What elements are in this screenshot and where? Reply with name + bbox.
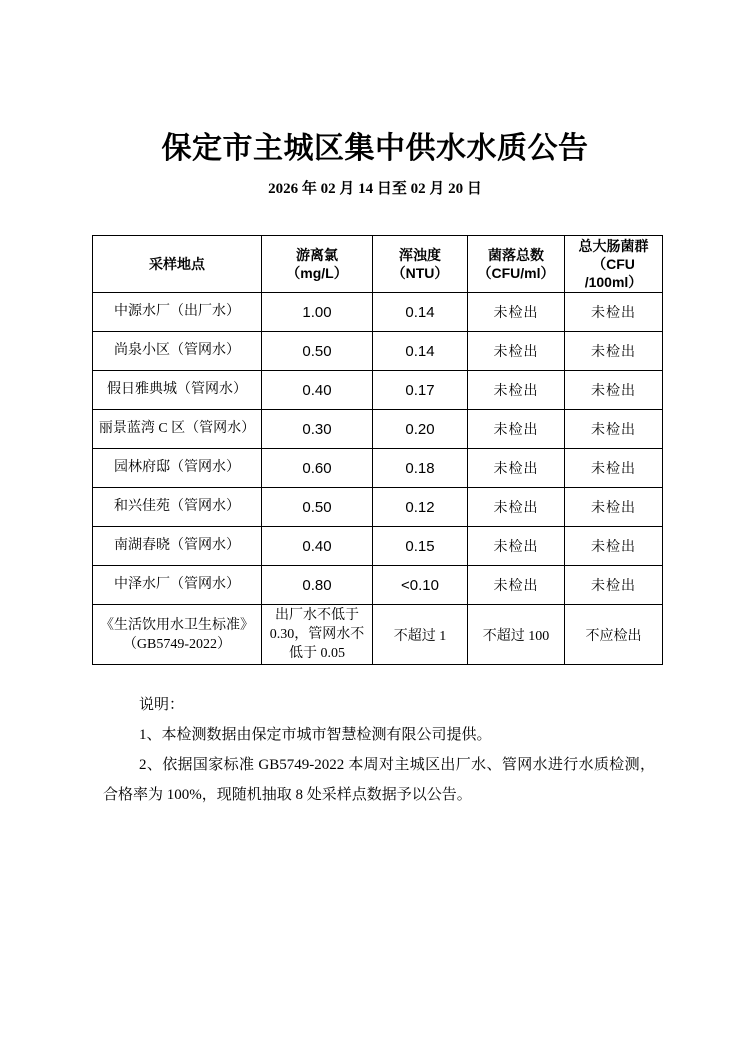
coliform-cell: 未检出 — [565, 527, 663, 566]
standard-row — [93, 605, 663, 665]
chlorine-cell: 0.50 — [262, 332, 373, 371]
column-header-colony-count — [468, 236, 565, 293]
water-quality-table-container — [92, 235, 663, 665]
date-range: 2026 年 02 月 14 日至 02 月 20 日 — [268, 181, 482, 197]
colony-count-cell: 未检出 — [468, 449, 565, 488]
coliform-cell: 未检出 — [565, 449, 663, 488]
column-header-label: 总大肠菌群 — [578, 238, 649, 254]
location-cell: 中泽水厂（管网水） — [93, 566, 262, 605]
chlorine-cell: 0.30 — [262, 410, 373, 449]
chlorine-cell: 0.40 — [262, 527, 373, 566]
chlorine-cell: 0.50 — [262, 488, 373, 527]
standard-name-line2: （GB5749-2022） — [122, 636, 232, 652]
column-header-label: 采样地点 — [149, 256, 205, 272]
sample-row — [93, 293, 663, 332]
column-header-label: 菌落总数 — [488, 247, 544, 263]
chlorine-cell: 0.80 — [262, 566, 373, 605]
sample-row — [93, 371, 663, 410]
turbidity-cell: 0.12 — [373, 488, 468, 527]
chlorine-cell: 1.00 — [262, 293, 373, 332]
turbidity-cell: 0.17 — [373, 371, 468, 410]
note-item-1: 1、本检测数据由保定市城市智慧检测有限公司提供。 — [139, 727, 492, 743]
turbidity-cell: 0.14 — [373, 293, 468, 332]
turbidity-cell: 0.18 — [373, 449, 468, 488]
colony-count-cell: 未检出 — [468, 488, 565, 527]
sample-row — [93, 527, 663, 566]
chlorine-cell: 0.40 — [262, 371, 373, 410]
notes-section — [103, 690, 655, 810]
table-header-row — [93, 236, 663, 293]
standard-name-line1: 《生活饮用水卫生标准》 — [100, 617, 254, 633]
coliform-cell: 未检出 — [565, 488, 663, 527]
turbidity-cell: <0.10 — [373, 566, 468, 605]
column-header-label: 浑浊度 — [399, 247, 441, 263]
coliform-cell: 未检出 — [565, 332, 663, 371]
location-cell: 中源水厂（出厂水） — [93, 293, 262, 332]
location-cell: 和兴佳苑（管网水） — [93, 488, 262, 527]
water-quality-table — [92, 235, 663, 665]
chlorine-cell: 0.60 — [262, 449, 373, 488]
notes-label: 说明： — [139, 697, 185, 713]
turbidity-cell: 0.14 — [373, 332, 468, 371]
standard-chlorine-cell: 出厂水不低于 0.30，管网水不低于 0.05 — [262, 605, 373, 665]
column-header-location — [93, 236, 262, 293]
sample-row — [93, 410, 663, 449]
location-cell: 南湖春晓（管网水） — [93, 527, 262, 566]
column-header-unit: （NTU） — [391, 265, 449, 281]
colony-count-cell: 未检出 — [468, 527, 565, 566]
location-cell: 假日雅典城（管网水） — [93, 371, 262, 410]
coliform-cell: 未检出 — [565, 566, 663, 605]
location-cell: 丽景蓝湾 C 区（管网水） — [93, 410, 262, 449]
colony-count-cell: 未检出 — [468, 371, 565, 410]
coliform-cell: 未检出 — [565, 371, 663, 410]
column-header-unit: （CFU /100ml） — [584, 256, 643, 290]
column-header-unit: （CFU/ml） — [477, 265, 555, 281]
note-item-2: 2、依据国家标准 GB5749-2022 本周对主城区出厂水、管网水进行水质检测，合格率为 100%，现随机抽取 8 处采样点数据予以公告。 — [103, 757, 655, 803]
colony-count-cell: 未检出 — [468, 293, 565, 332]
location-cell: 园林府邸（管网水） — [93, 449, 262, 488]
sample-row — [93, 332, 663, 371]
coliform-cell: 未检出 — [565, 293, 663, 332]
column-header-turbidity — [373, 236, 468, 293]
column-header-chlorine — [262, 236, 373, 293]
turbidity-cell: 0.15 — [373, 527, 468, 566]
column-header-unit: （mg/L） — [286, 265, 348, 281]
page-title: 保定市主城区集中供水水质公告 — [161, 132, 589, 165]
coliform-cell: 未检出 — [565, 410, 663, 449]
colony-count-cell: 未检出 — [468, 410, 565, 449]
colony-count-cell: 未检出 — [468, 566, 565, 605]
turbidity-cell: 0.20 — [373, 410, 468, 449]
standard-colony-cell: 不超过 100 — [468, 605, 565, 665]
sample-row — [93, 566, 663, 605]
standard-name-cell — [93, 605, 262, 665]
standard-coliform-cell: 不应检出 — [565, 605, 663, 665]
sample-row — [93, 449, 663, 488]
column-header-coliform — [565, 236, 663, 293]
column-header-label: 游离氯 — [296, 247, 338, 263]
location-cell: 尚泉小区（管网水） — [93, 332, 262, 371]
sample-row — [93, 488, 663, 527]
colony-count-cell: 未检出 — [468, 332, 565, 371]
standard-turbidity-cell: 不超过 1 — [373, 605, 468, 665]
